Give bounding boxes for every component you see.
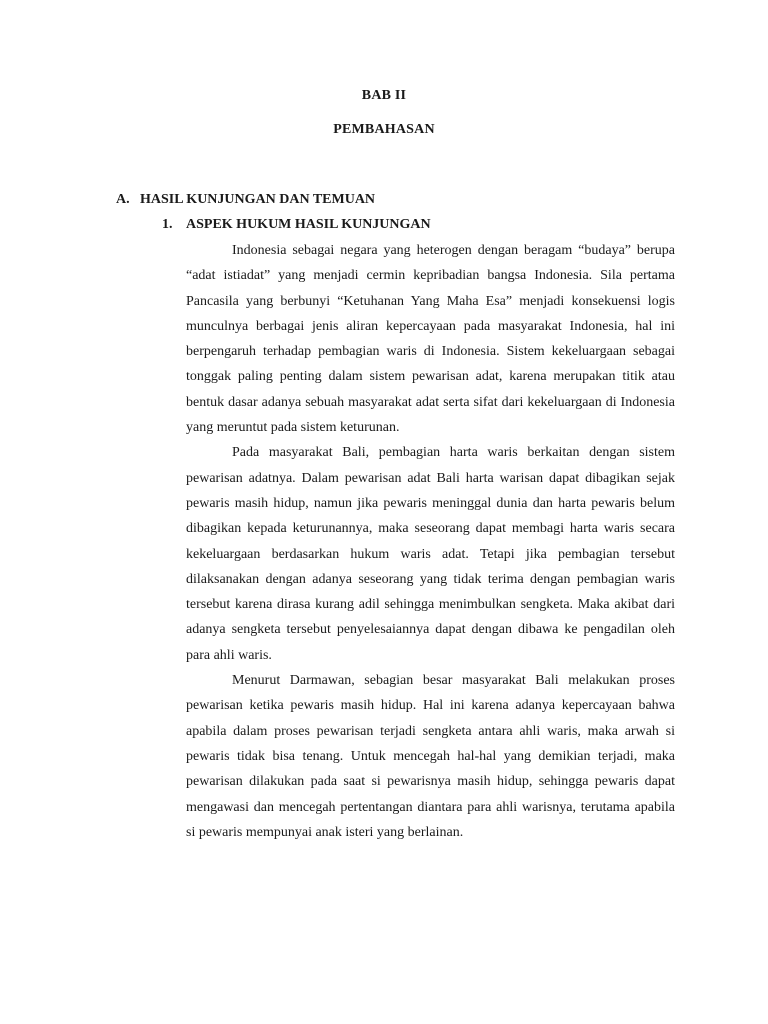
paragraph: Pada masyarakat Bali, pembagian harta waris berkaitan dengan sistem pewarisan adatnya. Dalam pewarisan adat Bali harta warisan dapat dibagikan sejak pewaris masih hidup, namun jika pewaris meninggal dunia dan harta pewaris belum dibagikan kepada keturunannya, maka seseorang dapat membagi harta waris secara kekeluargaan berdasarkan hukum waris adat. Tetapi jika pembagian tersebut dilaksanakan dengan adanya seseorang yang tidak terima dengan pembagian waris tersebut karena dirasa kurang adil sehingga menimbulkan sengketa. Maka akibat dari adanya sengketa tersebut penyelesaiannya dapat dengan dibawa ke pengadilan oleh para ahli waris.	[186, 445, 675, 663]
body-text	[186, 238, 675, 845]
subsection-heading	[162, 217, 431, 233]
section-number: A.	[116, 192, 130, 207]
paragraph: Menurut Darmawan, sebagian besar masyarakat Bali melakukan proses pewarisan ketika pewaris masih hidup. Hal ini karena adanya kepercayaan bahwa apabila dalam proses pewarisan terjadi sengketa antara ahli waris, maka arwah si pewaris tidak bisa tenang. Untuk mencegah hal-hal yang demikian terjadi, maka pewarisan dilakukan pada saat si pewarisnya masih hidup, sehingga pewaris dapat mengawasi dan mencegah pertentangan diantara para ahli warisnya, terutama apabila si pewaris mempunyai anak isteri yang berlainan.	[186, 673, 675, 840]
paragraph: Indonesia sebagai negara yang heterogen dengan beragam “budaya” berupa “adat istiadat” yang menjadi cermin kepribadian bangsa Indonesia. Sila pertama Pancasila yang berbunyi “Ketuhanan Yang Maha Esa” menjadi konsekuensi logis munculnya berbagai jenis aliran kepercayaan pada masyarakat Indonesia, hal ini berpengaruh terhadap pembagian waris di Indonesia. Sistem kekeluargaan sebagai tonggak paling penting dalam sistem pewarisan adat, karena merupakan titik atau bentuk dasar adanya sebuah masyarakat adat serta sifat dari kekeluargaan di Indonesia yang meruntut pada sistem keturunan.	[186, 243, 675, 436]
chapter-label: BAB II	[361, 88, 407, 103]
section-title: HASIL KUNJUNGAN DAN TEMUAN	[140, 192, 376, 207]
section-heading	[116, 192, 375, 208]
subsection-number: 1.	[162, 217, 173, 232]
chapter-title: PEMBAHASAN	[333, 122, 435, 137]
subsection-title: ASPEK HUKUM HASIL KUNJUNGAN	[186, 217, 431, 232]
